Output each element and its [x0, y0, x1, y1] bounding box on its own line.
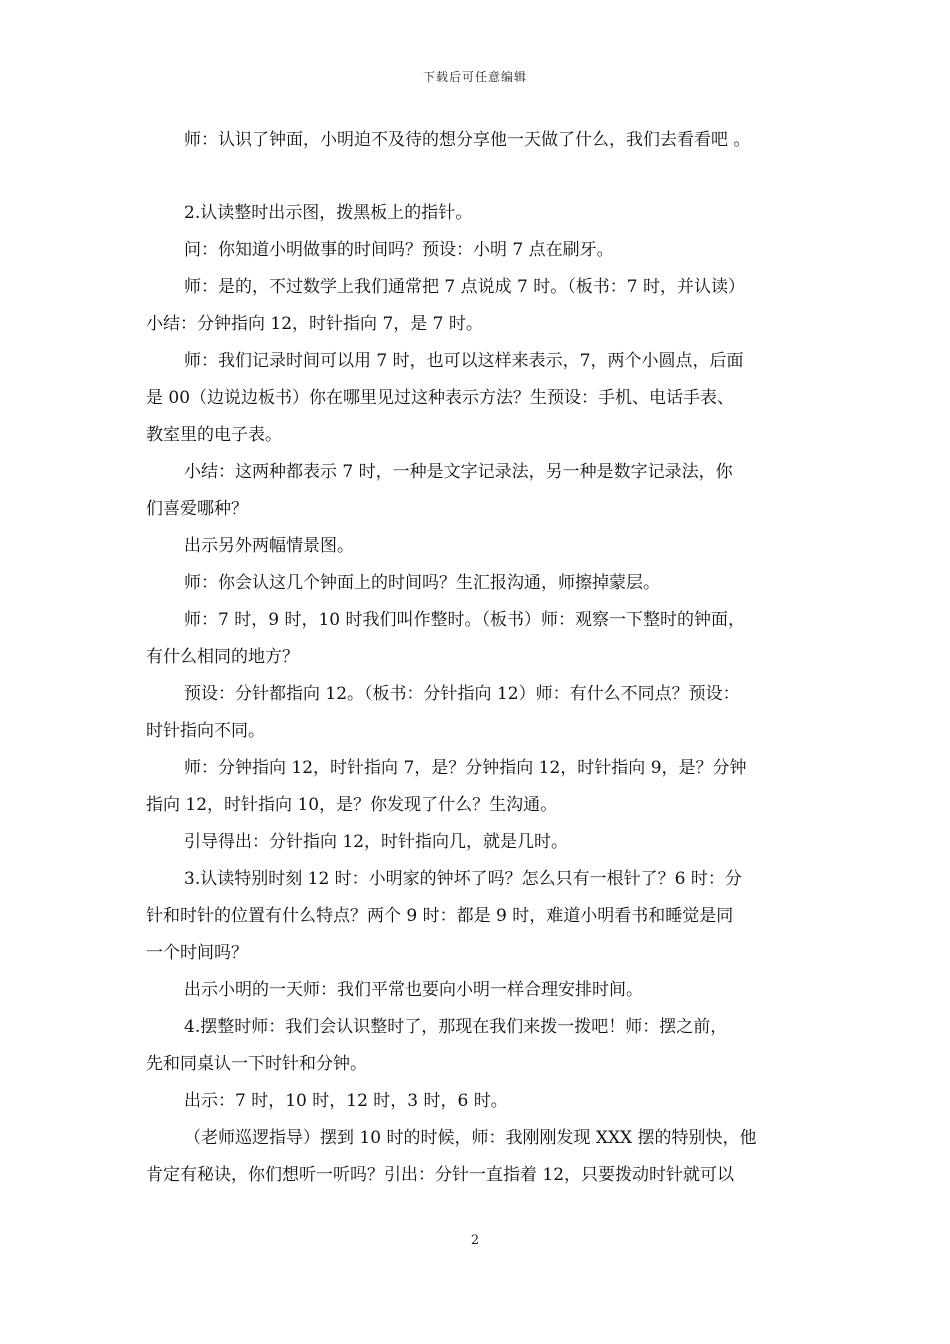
paragraph-line: 师：你会认这几个钟面上的时间吗？生汇报沟通，师擦掉蒙层。: [184, 573, 660, 593]
paragraph-line: 师：我们记录时间可以用 7 时，也可以这样来表示，7，两个小圆点，后面: [184, 351, 744, 371]
paragraph-line: 先和同桌认一下时针和分钟。: [146, 1054, 367, 1074]
paragraph-gap: [146, 159, 810, 195]
paragraph-line: 们喜爱哪种？: [146, 499, 248, 519]
paragraph-line: 3.认读特别时刻 12 时：小明家的钟坏了吗？怎么只有一根针了？6 时：分: [184, 869, 742, 889]
paragraph-line: 问：你知道小明做事的时间吗？预设：小明 7 点在刷牙。: [184, 240, 614, 260]
paragraph-line: 师：是的，不过数学上我们通常把 7 点说成 7 时。（板书：7 时，并认读）: [184, 277, 745, 297]
paragraph-line: 引导得出：分针指向 12，时针指向几，就是几时。: [184, 832, 569, 852]
paragraph-line: 肯定有秘诀，你们想听一听吗？引出：分针一直指着 12，只要拨动时针就可以: [146, 1165, 735, 1185]
paragraph-line: 师：认识了钟面，小明迫不及待的想分享他一天做了什么，我们去看看吧 。: [184, 130, 751, 150]
page-number: 2: [470, 1233, 480, 1248]
paragraph-line: 2.认读整时出示图，拨黑板上的指针。: [184, 203, 473, 223]
paragraph-line: 是 00（边说边板书）你在哪里见过这种表示方法？生预设：手机、电话手表、: [146, 388, 735, 408]
paragraph-line: 出示：7 时，10 时，12 时，3 时，6 时。: [184, 1091, 508, 1111]
paragraph-line: 出示小明的一天师：我们平常也要向小明一样合理安排时间。: [184, 980, 643, 1000]
document-body: [146, 122, 810, 1194]
paragraph-line: 预设：分针都指向 12。（板书：分针指向 12）师：有什么不同点？预设：: [184, 684, 740, 704]
paragraph-line: 小结：这两种都表示 7 时，一种是文字记录法，另一种是数字记录法，你: [184, 462, 733, 482]
paragraph-line: （老师巡逻指导）摆到 10 时的时候，师：我刚刚发现 XXX 摆的特别快，他: [184, 1128, 757, 1148]
paragraph-line: 有什么相同的地方？: [146, 647, 299, 667]
paragraph-line: 针和时针的位置有什么特点？两个 9 时：都是 9 时，难道小明看书和睡觉是同: [146, 906, 734, 926]
paragraph-line: 师：分钟指向 12，时针指向 7，是？分钟指向 12，时针指向 9，是？分钟: [184, 758, 747, 778]
paragraph-line: 4.摆整时师：我们会认识整时了，那现在我们来拨一拨吧！师：摆之前，: [184, 1017, 728, 1037]
paragraph-line: 时针指向不同。: [146, 721, 265, 741]
paragraph-line: 出示另外两幅情景图。: [184, 536, 354, 556]
paragraph-line: 指向 12，时针指向 10，是？你发现了什么？生沟通。: [146, 795, 558, 815]
page-header-note: 下载后可任意编辑: [422, 70, 527, 84]
paragraph-line: 教室里的电子表。: [146, 425, 282, 445]
paragraph-line: 一个时间吗？: [146, 943, 248, 963]
paragraph-line: 师：7 时，9 时，10 时我们叫作整时。（板书）师：观察一下整时的钟面，: [184, 610, 745, 630]
paragraph-line: 小结：分钟指向 12，时针指向 7，是 7 时。: [146, 314, 483, 334]
